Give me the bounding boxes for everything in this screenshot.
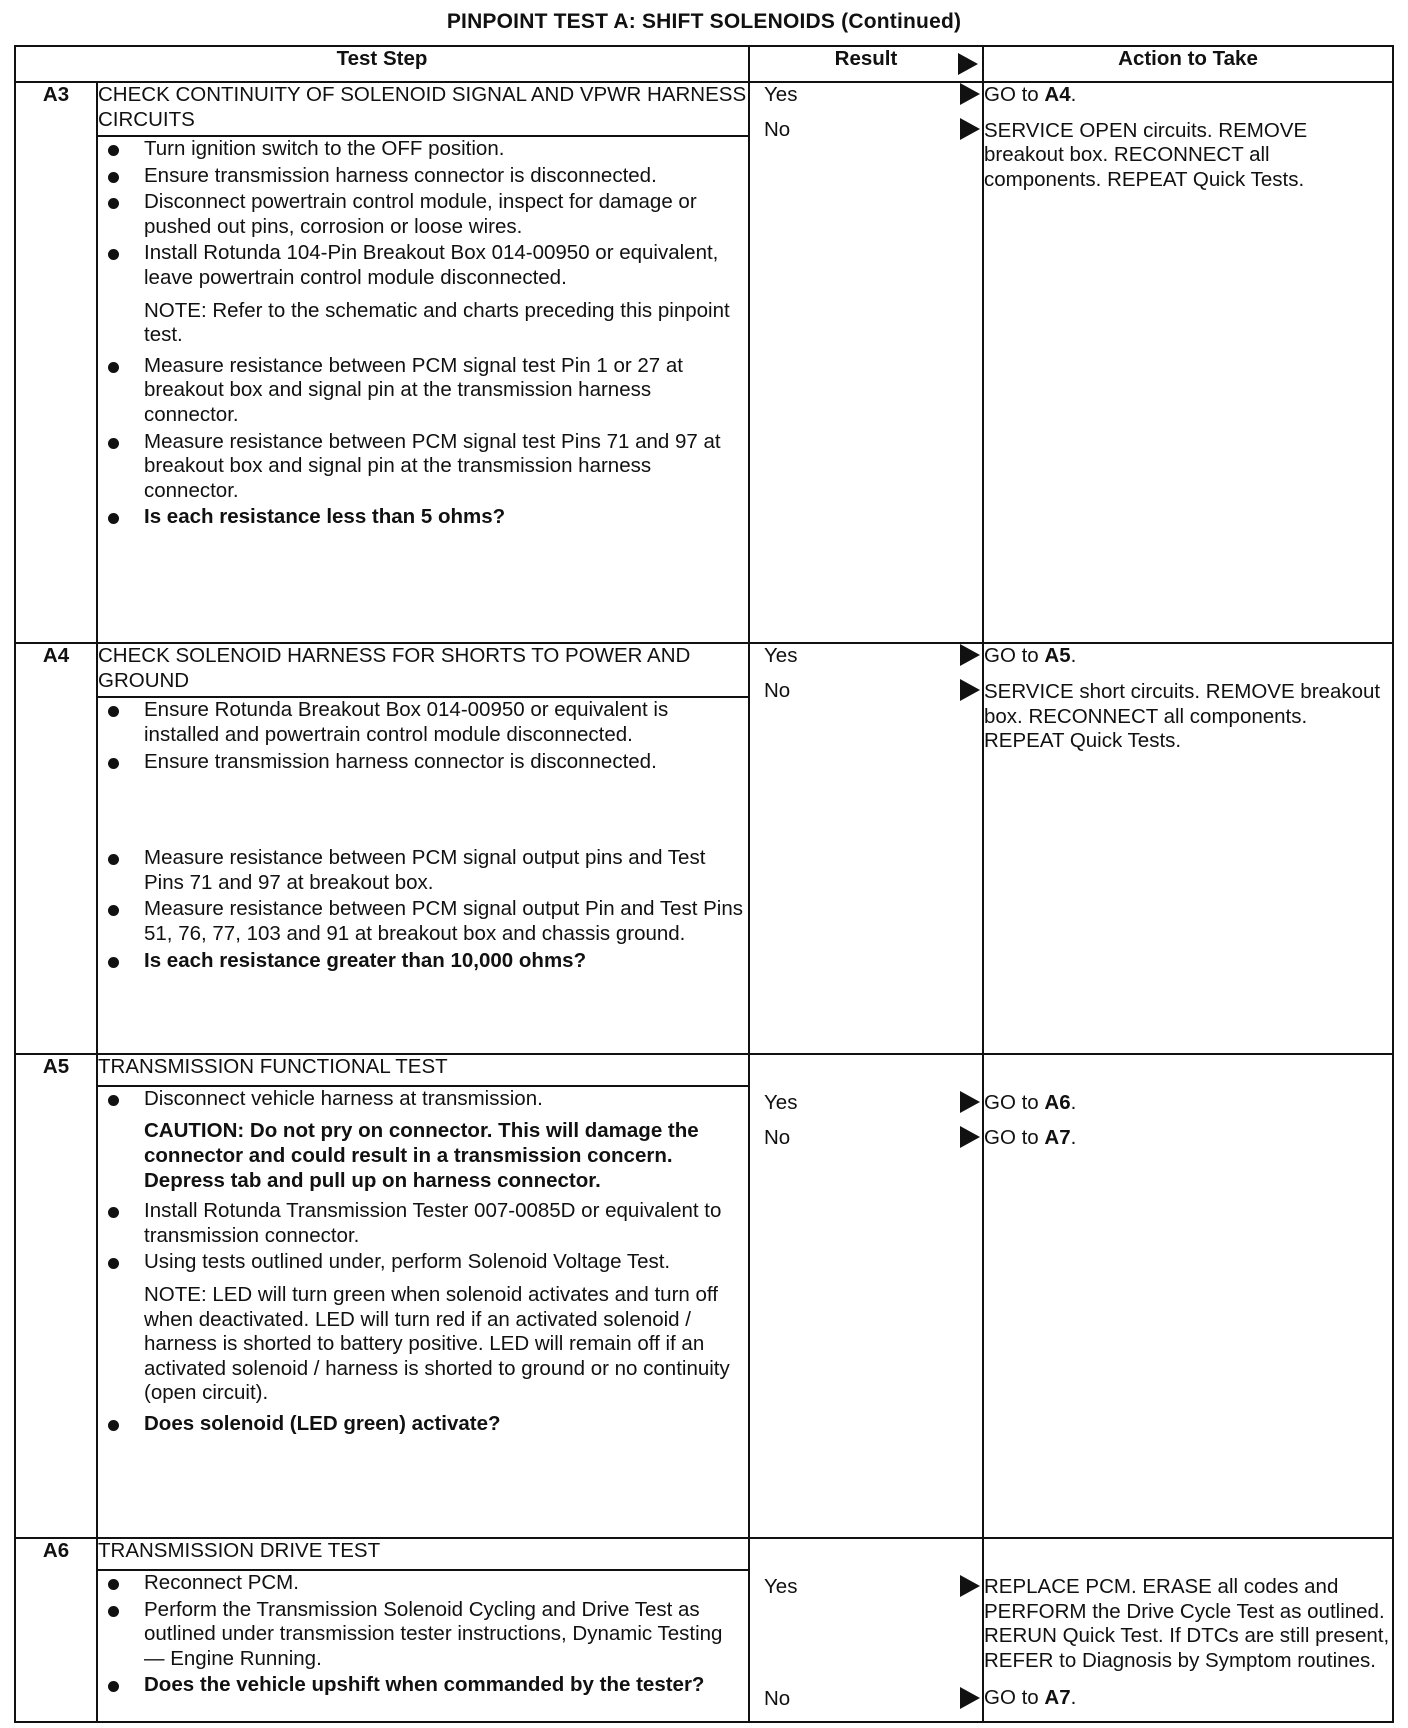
step-question: Is each resistance greater than 10,000 ohms? xyxy=(98,949,748,974)
result-label: No xyxy=(764,679,791,703)
action-cell xyxy=(983,1538,1393,1722)
result-no xyxy=(750,118,982,142)
action-yes: GO to A4. xyxy=(984,83,1077,106)
step-body xyxy=(97,1570,749,1722)
step-item: Measure resistance between PCM signal test Pin 1 or 27 at breakout box and signal pin at the transmission harness connector. xyxy=(98,354,748,428)
arrow-right-icon xyxy=(958,53,978,75)
step-item: Disconnect vehicle harness at transmission. xyxy=(98,1087,748,1112)
step-title: TRANSMISSION FUNCTIONAL TEST xyxy=(97,1054,749,1086)
result-yes xyxy=(750,83,982,107)
result-label: No xyxy=(764,1687,791,1710)
step-body xyxy=(97,1086,749,1538)
header-row xyxy=(15,46,1393,82)
action-no: SERVICE short circuits. REMOVE breakout box. RECONNECT all components. REPEAT Quick Tests. xyxy=(984,680,1381,753)
result-label: Yes xyxy=(764,644,798,668)
arrow-right-icon xyxy=(960,1126,980,1148)
step-item: Ensure transmission harness connector is disconnected. xyxy=(98,164,748,189)
action-yes: GO to A6. xyxy=(984,1090,1077,1114)
arrow-right-icon xyxy=(960,1575,980,1597)
step-item: Ensure Rotunda Breakout Box 014-00950 or equivalent is installed and powertrain control module disconnected. xyxy=(98,698,748,747)
step-item: Install Rotunda 104-Pin Breakout Box 014-00950 or equivalent, leave powertrain control module disconnected. xyxy=(98,241,748,290)
step-note: NOTE: LED will turn green when solenoid activates and turn off when deactivated. LED will turn red if an activated solenoid / harness is shorted to battery positive. LED will remain off if an activated solenoid / harness is shorted to ground or no continuity (open circuit). xyxy=(144,1282,730,1405)
action-yes: REPLACE PCM. ERASE all codes and PERFORM the Drive Cycle Test as outlined. RERUN Quick Test. If DTCs are still present, REFER to Diagnosis by Symptom routines. xyxy=(984,1575,1390,1672)
step-caution: CAUTION: Do not pry on connector. This will damage the connector and could result in a transmission concern. Depress tab and pull up on harness connector. xyxy=(144,1119,699,1192)
result-label: Yes xyxy=(764,1575,798,1598)
result-cell xyxy=(749,82,983,643)
step-item: Ensure transmission harness connector is disconnected. xyxy=(98,750,748,775)
header-action: Action to Take xyxy=(983,46,1393,82)
header-result-label: Result xyxy=(834,47,898,70)
step-item: Turn ignition switch to the OFF position. xyxy=(98,137,748,162)
result-cell xyxy=(749,1538,983,1722)
header-test-step: Test Step xyxy=(15,46,749,82)
step-id: A3 xyxy=(15,82,97,643)
action-no: GO to A7. xyxy=(984,1686,1077,1710)
result-no xyxy=(750,1687,982,1711)
action-cell xyxy=(983,643,1393,1053)
arrow-right-icon xyxy=(960,644,980,666)
action-no: GO to A7. xyxy=(984,1126,1077,1150)
step-a3-title-row xyxy=(15,82,1393,136)
step-body xyxy=(97,697,749,1053)
result-no xyxy=(750,679,982,703)
step-title: CHECK CONTINUITY OF SOLENOID SIGNAL AND VPWR HARNESS CIRCUITS xyxy=(97,82,749,136)
arrow-right-icon xyxy=(960,83,980,105)
result-label: Yes xyxy=(764,83,798,106)
step-a4-title-row xyxy=(15,643,1393,697)
step-item: Perform the Transmission Solenoid Cycling and Drive Test as outlined under transmission tester instructions, Dynamic Testing — Engine Running. xyxy=(98,1598,748,1672)
arrow-right-icon xyxy=(960,1091,980,1113)
step-question: Does the vehicle upshift when commanded by the tester? xyxy=(98,1673,748,1698)
pinpoint-test-table xyxy=(14,45,1394,1723)
step-note: NOTE: Refer to the schematic and charts preceding this pinpoint test. xyxy=(144,298,730,347)
action-cell xyxy=(983,82,1393,643)
arrow-right-icon xyxy=(960,118,980,140)
step-question: Does solenoid (LED green) activate? xyxy=(98,1412,748,1437)
step-title: CHECK SOLENOID HARNESS FOR SHORTS TO POWER AND GROUND xyxy=(97,643,749,697)
step-item: Disconnect powertrain control module, inspect for damage or pushed out pins, corrosion or loose wires. xyxy=(98,190,748,239)
result-yes xyxy=(750,1091,982,1115)
result-cell xyxy=(749,1054,983,1538)
step-body xyxy=(97,136,749,643)
result-yes xyxy=(750,644,982,668)
step-id: A6 xyxy=(15,1538,97,1722)
step-item: Using tests outlined under, perform Solenoid Voltage Test. xyxy=(98,1250,748,1275)
result-label: Yes xyxy=(764,1090,798,1114)
step-item: Measure resistance between PCM signal output pins and Test Pins 71 and 97 at breakout box. xyxy=(98,846,748,895)
step-id: A5 xyxy=(15,1054,97,1538)
step-a6-title-row xyxy=(15,1538,1393,1570)
page-title: PINPOINT TEST A: SHIFT SOLENOIDS (Continued) xyxy=(446,10,962,33)
result-cell xyxy=(749,643,983,1053)
action-yes: GO to A5. xyxy=(984,644,1077,668)
result-label: No xyxy=(764,1125,791,1149)
step-item: Reconnect PCM. xyxy=(98,1571,748,1596)
step-item: Measure resistance between PCM signal test Pins 71 and 97 at breakout box and signal pin at the transmission harness connector. xyxy=(98,430,748,504)
arrow-right-icon xyxy=(960,1687,980,1709)
result-label: No xyxy=(764,118,791,141)
step-title: TRANSMISSION DRIVE TEST xyxy=(97,1538,749,1570)
arrow-right-icon xyxy=(960,679,980,701)
step-a5-title-row xyxy=(15,1054,1393,1086)
header-result xyxy=(749,46,983,82)
result-no xyxy=(750,1126,982,1150)
action-no: SERVICE OPEN circuits. REMOVE breakout box. RECONNECT all components. REPEAT Quick Tests. xyxy=(984,118,1308,191)
step-item: Install Rotunda Transmission Tester 007-0085D or equivalent to transmission connector. xyxy=(98,1199,748,1248)
step-item: Measure resistance between PCM signal output Pin and Test Pins 51, 76, 77, 103 and 91 at breakout box and chassis ground. xyxy=(98,897,748,946)
step-id: A4 xyxy=(15,643,97,1053)
action-cell xyxy=(983,1054,1393,1538)
step-question: Is each resistance less than 5 ohms? xyxy=(98,505,748,530)
result-yes xyxy=(750,1575,982,1599)
